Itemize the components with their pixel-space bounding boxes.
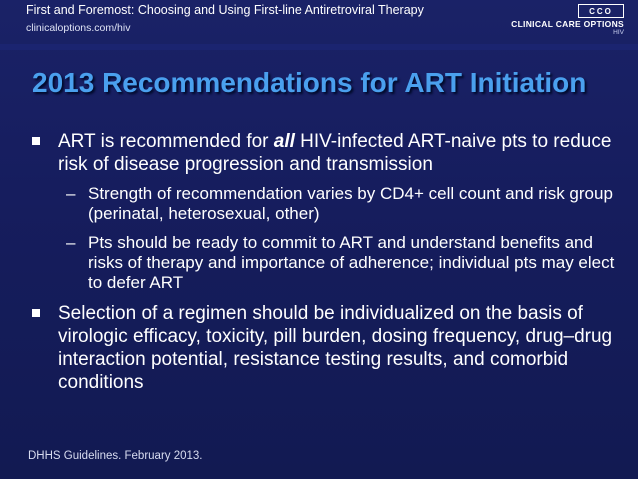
logo-wordmark: CLINICAL CARE OPTIONS [511,19,624,29]
sub-bullet-text: Pts should be ready to commit to ART and understand benefits and risks of therapy and importance of adherence; individual pts may elect to defer ART [88,233,615,292]
bullet-text-emphasis: all [273,131,295,152]
dash-bullet-icon: – [66,184,76,203]
sub-bullet-readiness [30,233,620,293]
bullet-regimen-selection [30,302,620,394]
source-url: clinicaloptions.com/hiv [26,22,131,34]
header-divider [0,44,638,50]
logo-subtitle: HIV [613,29,624,36]
clinical-care-options-logo [504,4,624,38]
sub-bullet-text: Strength of recommendation varies by CD4+ cell count and risk group (perinatal, heterosexual, other) [88,184,613,223]
citation-footer: DHHS Guidelines. February 2013. [28,450,203,462]
slide-title: 2013 Recommendations for ART Initiation [32,67,587,98]
bullet-text-after: HIV-infected ART-naive pts to reduce risk of disease progression and transmission [58,131,612,175]
dash-bullet-icon: – [66,233,76,252]
bullet-text-before: ART is recommended for [58,131,274,152]
bullet-text: Selection of a regimen should be individualized on the basis of virologic efficacy, toxicity, pill burden, dosing frequency, drug–drug interaction potential, resistance testing results, and comorbid conditions [58,303,613,393]
slide-content [30,130,620,402]
square-bullet-icon [32,309,40,317]
sub-bullet-strength [30,184,620,224]
square-bullet-icon [32,137,40,145]
slide-header [0,0,638,44]
presentation-title: First and Foremost: Choosing and Using First-line Antiretroviral Therapy [26,3,424,17]
bullet-art-recommended [30,130,620,176]
logo-box: CCO [578,4,624,18]
